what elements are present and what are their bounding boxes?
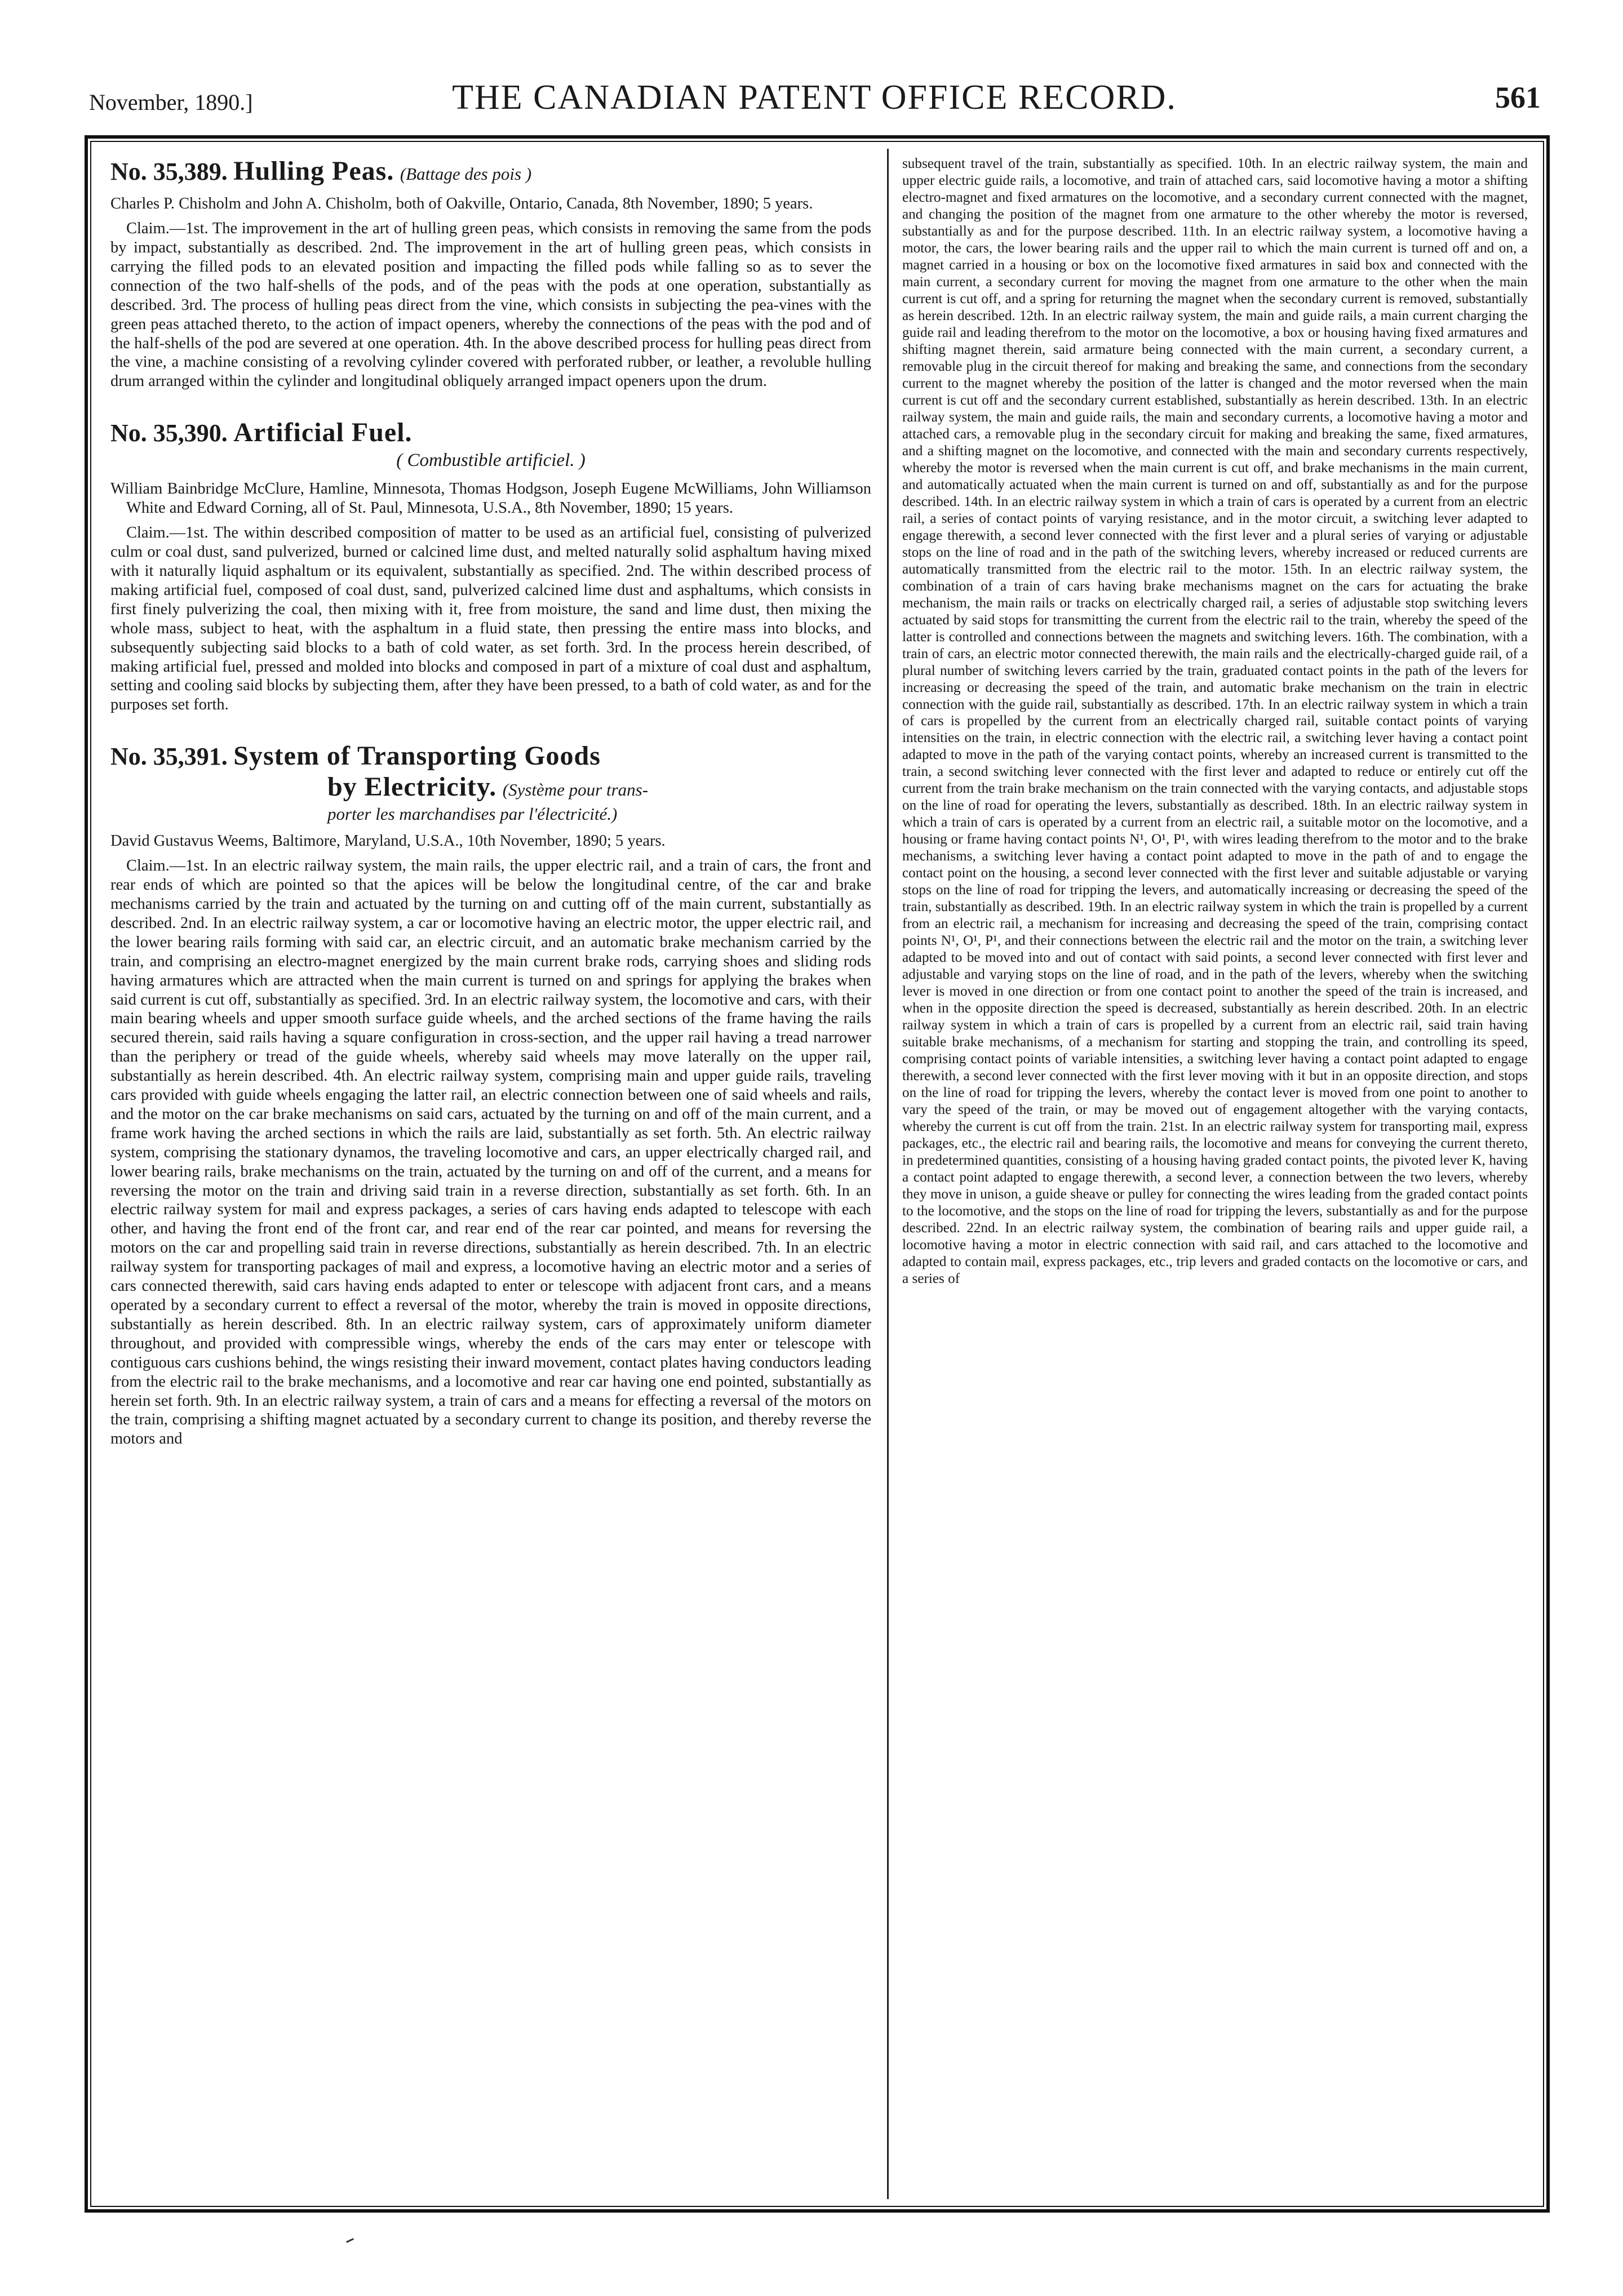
patent-title: Hulling Peas. bbox=[233, 156, 394, 186]
patent-number: No. 35,389. bbox=[110, 158, 228, 185]
page-number: 561 bbox=[1495, 81, 1541, 114]
patent-number: No. 35,391. bbox=[110, 743, 228, 771]
patent-heading bbox=[110, 740, 871, 824]
page-header bbox=[85, 68, 1544, 130]
patent-heading bbox=[110, 417, 871, 472]
patent-claim-continued: subsequent travel of the train, substantially as specified. 10th. In an electric railway system, the main and upper electric guide rails, a locomotive, and train of attached cars, said locomotive having a motor a shifting electro-magnet and fixed armatures on the locomotive, and a secondary current connected with the magnet, and changing the position of the magnet from one armature to the other whereby the motor is reversed, substantially as and for the purpose described. 11th. In an electric railway system, a locomotive having a motor, the cars, the lower bearing rails and the upper rail to which the main current is turned off and on, a magnet carried in a housing or box on the locomotive fixed armatures in said box and connected with the main current, a secondary current for moving the magnet from one armature to the other when the main current is cut off, and a spring for returning the magnet when the secondary current is removed, substantially as herein described. 12th. In an electric railway system, the main and guide rails, a main current charging the guide rail and leading therefrom to the motor on the locomotive, a box or housing having fixed armatures and shifting magnet therein, said armature being connected with the main current, a secondary current, a removable plug in the circuit thereof for making and breaking the same, and connections from the secondary current to the magnet whereby the position of the latter is changed and the motor reversed when the main current is cut off and the secondary current established, substantially as herein described. 13th. In an electric railway system, the main and guide rails, the main and secondary currents, a locomotive having a motor and attached cars, a removable plug in the secondary circuit for making and breaking the same, fixed armatures, and a shifting magnet on the locomotive, and connected with the main and secondary currents respectively, whereby the motor is reversed when the main current is cut off, and brake mechanisms in the main current, and automatically actuated when the main current is turned on and off, substantially as and for the purpose described. 14th. In an electric railway system in which a train of cars is operated by a current from an electric rail, a series of contact points of varying resistance, and in the motor circuit, a switching lever adapted to engage therewith, a second lever connected with the first lever and a plural series of varying or adjustable stops on the line of road and in the path of the switching levers, whereby increased or reduced currents are automatically transmitted from the electric rail to the motor. 15th. In an electric railway system, the combination of a train of cars having brake mechanisms magnet on the cars for actuating the brake mechanism, the main rails or tracks on electrically charged rail, a series of adjustable stop switching levers actuated by said stops for transmitting the current from the electric rail to the train, whereby the speed of the latter is controlled and connections between the magnets and switching levers. 16th. The combination, with a train of cars, an electric motor connected therewith, the main rails and the electrically-charged guide rail, of a plural number of switching levers carried by the train, graduated contact points in the path of the levers for increasing or decreasing the speed of the train, and automatic brake mechanism on the train in electric connection with the guide rail, substantially as described. 17th. In an electric railway system in which a train of cars is propelled by the current from an electrically charged rail, suitable contact points of varying intensities on the train, in electric connection with the electric rail, a switching lever having a contact point adapted to move in the path of the varying contact points, whereby an increased current is transmitted to the train, a second switching lever connected with the first lever and adapted to reduce or entirely cut off the current from the train brake mechanism on the train connected with the varying contacts, and adjustable stops on the line of road for operating the levers, substantially as described. 18th. In an electric railway system in which a train of cars is operated by a current from an electric rail, a suitable motor on the locomotive, and a housing or frame having contact points N¹, O¹, P¹, with wires leading therefrom to the motor and to the brake mechanisms, a switching lever having a contact point adapted to move in the path of and to engage the contact point on the housing, a second lever connected with the first lever and suitable adjustable or varying stops on the line of road for tripping the levers, and automatically increasing or decreasing the speed of the train, substantially as described. 19th. In an electric railway system in which the train is propelled by a current from an electric rail, a mechanism for increasing and decreasing the speed of the train, comprising contact points N¹, O¹, P¹, and their connections between the electric rail and the motor on the train, a switching lever adapted to be moved into and out of contact with said points, a second lever connected with first lever and adjustable and varying stops on the line of road, and in the path of the levers, whereby when the switching lever is moved in one direction or from one contact point to another the speed of the train is increased, and when in the opposite direction the speed is decreased, substantially as herein described. 20th. In an electric railway system in which a train of cars is propelled by a current from an electric rail, said train having suitable brake mechanisms, of a mechanism for starting and stopping the train, and controlling its speed, comprising contact points of variable intensities, a switching lever having a contact point adapted to engage therewith, a second lever connected with the first lever moving with it but in an opposite direction, and stops on the line of road for tripping the levers, whereby the contact lever is moved from one point to another to vary the speed of the train, or may be moved out of engagement altogether with the varying contacts, whereby the current is cut off from the train. 21st. In an electric railway system for transporting mail, express packages, etc., the electric rail and bearing rails, the locomotive and means for conveying the current thereto, in predetermined quantities, consisting of a housing having graded contact points, the pivoted lever K, having a contact point adapted to engage therewith, a second lever, a connection between the two levers, whereby they move in unison, a guide sheave or pulley for connecting the wires leading from the graded contact points to the locomotive, and the stops on the line of road for tripping the levers, substantially as and for the purpose described. 22nd. In an electric railway system, the combination of bearing rails and upper guide rail, a locomotive having a motor in electric connection with said rail, and cars attached to the locomotive and adapted to contain mail, express packages, etc., trip levers and graded contacts on the locomotive or cars, and a series of bbox=[902, 156, 1528, 1286]
patent-inventors: Charles P. Chisholm and John A. Chisholm, both of Oakville, Ontario, Canada, 8th November, 1890; 5 years. bbox=[110, 195, 813, 213]
patent-title: System of Transporting Goods bbox=[233, 741, 601, 771]
patent-number: No. 35,390. bbox=[110, 419, 228, 447]
print-mark bbox=[346, 2238, 354, 2243]
patent-title-line2: by Electricity. bbox=[327, 772, 497, 802]
publication-title: THE CANADIAN PATENT OFFICE RECORD. bbox=[452, 78, 1177, 117]
patent-claim: Claim.—1st. The within described composition of matter to be used as an artificial fuel, consisting of pulverized culm or coal dust, sand pulverized, burned or calcined lime dust, and melted naturally solid asphaltum having mixed with it naturally liquid asphaltum or its equivalent, substantially as specified. 2nd. The within described process of making artificial fuel, composed of coal dust, sand, pulverized calcined lime dust and asphaltums, which consists in first finely pulverizing the coal, then mixing with it, free from moisture, the sand and lime dust, then mixing the whole mass, subject to heat, with the asphaltum in a fluid state, then pressing the entire mass into blocks, and subsequently subjecting said blocks to a bath of cold water, as set forth. 3rd. In the process herein described, of making artificial fuel, pressed and molded into blocks and composed in part of a mixture of coal dust and asphaltum, setting and cooling said blocks by subjecting them, after they have been pressed, to a bath of cold water, as and for the purposes set forth. bbox=[110, 524, 871, 714]
patent-french-title: (Système pour trans- bbox=[502, 780, 649, 800]
patent-claim: Claim.—1st. The improvement in the art of hulling green peas, which consists in removing the same from the pods by impact, substantially as described. 2nd. The improvement in the art of hulling green peas, which consists in carrying the filled pods to an elevated position and impacting the filled pods while falling so as to sever the connection of the two half-shells of the pods, and of the peas with the pods at one operation, substantially as described. 3rd. The process of hulling peas direct from the vine, which consists in subjecting the pea-vines with the green peas attached thereto, to the action of impact openers, whereby the connections of the peas with the pod and of the half-shells of the pod are severed at one operation. 4th. In the above described process for hulling peas direct from the vine, a machine consisting of a revolving cylinder covered with perforated rubber, or leather, a revoluble hulling drum arranged within the cylinder and longitudinal obliquely arranged impact openers upon the drum. bbox=[110, 220, 871, 390]
left-column bbox=[110, 156, 871, 2192]
patent-entry-35390 bbox=[110, 417, 871, 714]
column-divider bbox=[887, 149, 889, 2199]
patent-french-title: (Battage des pois ) bbox=[400, 164, 532, 184]
patent-entry-35391 bbox=[110, 740, 871, 1449]
patent-title: Artificial Fuel. bbox=[233, 418, 413, 448]
patent-heading bbox=[110, 156, 871, 186]
patent-inventors: David Gustavus Weems, Baltimore, Maryland, U.S.A., 10th November, 1890; 5 years. bbox=[110, 832, 666, 850]
patent-french-title: ( Combustible artificiel. ) bbox=[396, 450, 586, 471]
patent-inventors: William Bainbridge McClure, Hamline, Minnesota, Thomas Hodgson, Joseph Eugene McWilliams, John Williamson White and Edward Corning, all of St. Paul, Minnesota, U.S.A., 8th November, 1890; 15 years. bbox=[110, 480, 871, 517]
patent-claim: Claim.—1st. In an electric railway system, the main rails, the upper electric rail, and a train of cars, the front and rear ends of which are pointed so that the apices will be below the longitudinal centre, of the car and brake mechanisms carried by the train and actuated by the turning on and cutting off of the main current, substantially as described. 2nd. In an electric railway system, a car or locomotive having an electric motor, the upper electric rail, and the lower bearing rails forming with said car, an electric circuit, and an automatic brake mechanism carried by the train, and comprising an electro-magnet energized by the main current brake rods, carrying shoes and sliding rods having armatures which are attracted when the main current is turned on and springs for applying the brakes when said current is cut off, substantially as specified. 3rd. In an electric railway system, the locomotive and cars, with their main bearing wheels and upper smooth surface guide wheels, and the arched sections of the frame having the rails secured therein, said rails having a square configuration in cross-section, and the upper rail having a tread narrower than the periphery or tread of the guide wheels, whereby said wheels may move laterally on the upper rail, substantially as herein described. 4th. An electric railway system, comprising main and upper guide rails, traveling cars provided with guide wheels engaging the latter rail, an electric connection between one of said wheels and rails, and the motor on the car brake mechanisms on said cars, actuated by the turning on and off of the main current, and a frame work having the arched sections in which the rails are laid, substantially as set forth. 5th. An electric railway system, comprising the stationary dynamos, the traveling locomotive and cars, an upper electrically charged rail, and lower bearing rails, brake mechanisms on the train, actuated by the turning on and off of the current, and a means for reversing the motor on the train and driving said train in a reverse direction, substantially as set forth. 6th. In an electric railway system for mail and express packages, a series of cars having ends adapted to telescope with each other, and having the front end of the front car, and rear end of the rear car pointed, and means for reversing the motors on the car and propelling said train in reverse directions, substantially as herein described. 7th. In an electric railway system for transporting packages of mail and express, a locomotive having an electric motor and a series of cars connected therewith, said cars having ends adapted to enter or telescope with adjacent front cars, and a means operated by a secondary current to effect a reversal of the motor, whereby the train is moved in opposite directions, substantially as herein described. 8th. In an electric railway system, cars of approximately uniform diameter throughout, and provided with compressible wings, whereby the ends of the cars may enter or telescope with contiguous cars cushions behind, the wings resisting their inward movement, contact plates having conductors leading from the electric rail to the brake mechanisms, and a locomotive and rear car having one end pointed, substantially as herein set forth. 9th. In an electric railway system, a train of cars and a means for effecting a reversal of the motors on the train, comprising a shifting magnet actuated by a secondary current to change its position, and thereby reverse the motors and bbox=[110, 857, 871, 1448]
issue-date: November, 1890.] bbox=[89, 90, 253, 115]
page-frame bbox=[85, 135, 1550, 2213]
right-column bbox=[902, 156, 1528, 2192]
patent-entry-35389 bbox=[110, 156, 871, 391]
patent-french-title-line2: porter les marchandises par l'électricité.) bbox=[327, 803, 618, 824]
